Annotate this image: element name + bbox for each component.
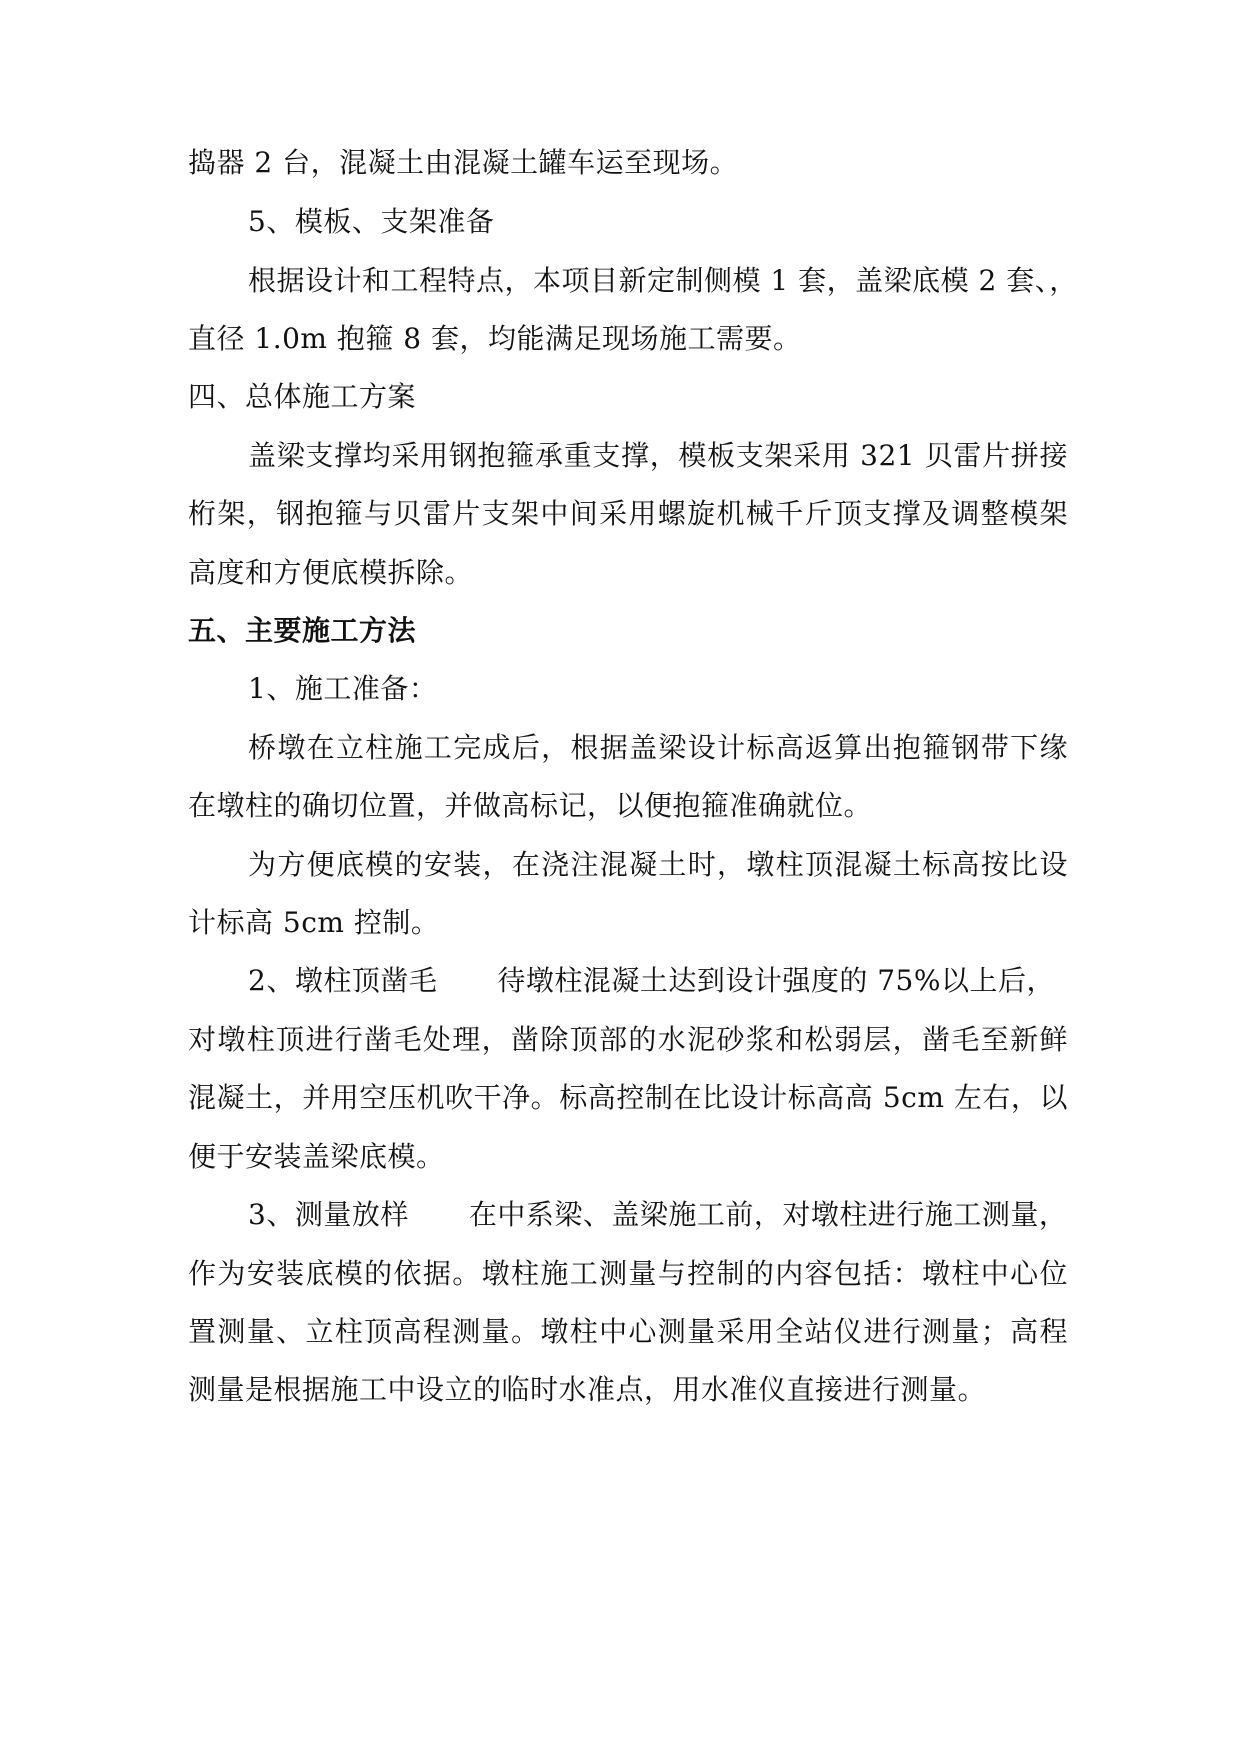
paragraph-line: 捣器 2 台，混凝土由混凝土罐车运至现场。 bbox=[188, 146, 739, 179]
subsection-title: 1、施工准备： bbox=[248, 672, 438, 705]
paragraph-text: 在中系梁、盖梁施工前，对墩柱进行施工测量， bbox=[468, 1198, 1068, 1231]
paragraph-line: 桁架，钢抱箍与贝雷片支架中间采用螺旋机械千斤顶支撑及调整模架 bbox=[188, 497, 1068, 530]
paragraph-line: 盖梁支撑均采用钢抱箍承重支撑，模板支架采用 321 贝雷片拼接 bbox=[248, 439, 1068, 472]
paragraph-text: 待墩柱混凝土达到设计强度的 75%以上后， bbox=[497, 964, 1055, 997]
paragraph-line: 混凝土，并用空压机吹干净。标高控制在比设计标高高 5cm 左右，以 bbox=[188, 1081, 1068, 1114]
section-heading: 五、主要施工方法 bbox=[188, 614, 417, 647]
paragraph-line: 计标高 5cm 控制。 bbox=[188, 906, 440, 939]
section-title: 四、总体施工方案 bbox=[188, 380, 417, 413]
paragraph-line: 根据设计和工程特点，本项目新定制侧模 1 套，盖梁底模 2 套、， bbox=[248, 264, 1078, 297]
paragraph-line: 便于安装盖梁底模。 bbox=[188, 1140, 445, 1173]
paragraph-line: 在墩柱的确切位置，并做高标记，以便抱箍准确就位。 bbox=[188, 789, 873, 822]
paragraph-line: 测量是根据施工中设立的临时水准点，用水准仪直接进行测量。 bbox=[188, 1373, 987, 1406]
paragraph-line: 高度和方便底模拆除。 bbox=[188, 556, 474, 589]
paragraph-line: 为方便底模的安装，在浇注混凝土时，墩柱顶混凝土标高按比设 bbox=[248, 848, 1068, 881]
paragraph-line: 作为安装底模的依据。墩柱施工测量与控制的内容包括：墩柱中心位 bbox=[188, 1257, 1068, 1290]
paragraph-line: 直径 1.0m 抱箍 8 套，均能满足现场施工需要。 bbox=[188, 322, 802, 355]
paragraph-line: 置测量、立柱顶高程测量。墩柱中心测量采用全站仪进行测量；高程 bbox=[188, 1315, 1068, 1348]
paragraph-line: 对墩柱顶进行凿毛处理，凿除顶部的水泥砂浆和松弱层，凿毛至新鲜 bbox=[188, 1023, 1068, 1056]
subsection-title: 2、墩柱顶凿毛 bbox=[248, 964, 438, 997]
subsection-title: 5、模板、支架准备 bbox=[248, 205, 495, 238]
paragraph-line bbox=[248, 961, 1068, 1001]
paragraph-line: 桥墩在立柱施工完成后，根据盖梁设计标高返算出抱箍钢带下缘 bbox=[248, 731, 1068, 764]
paragraph-line bbox=[248, 1195, 1068, 1235]
subsection-title: 3、测量放样 bbox=[248, 1198, 409, 1231]
